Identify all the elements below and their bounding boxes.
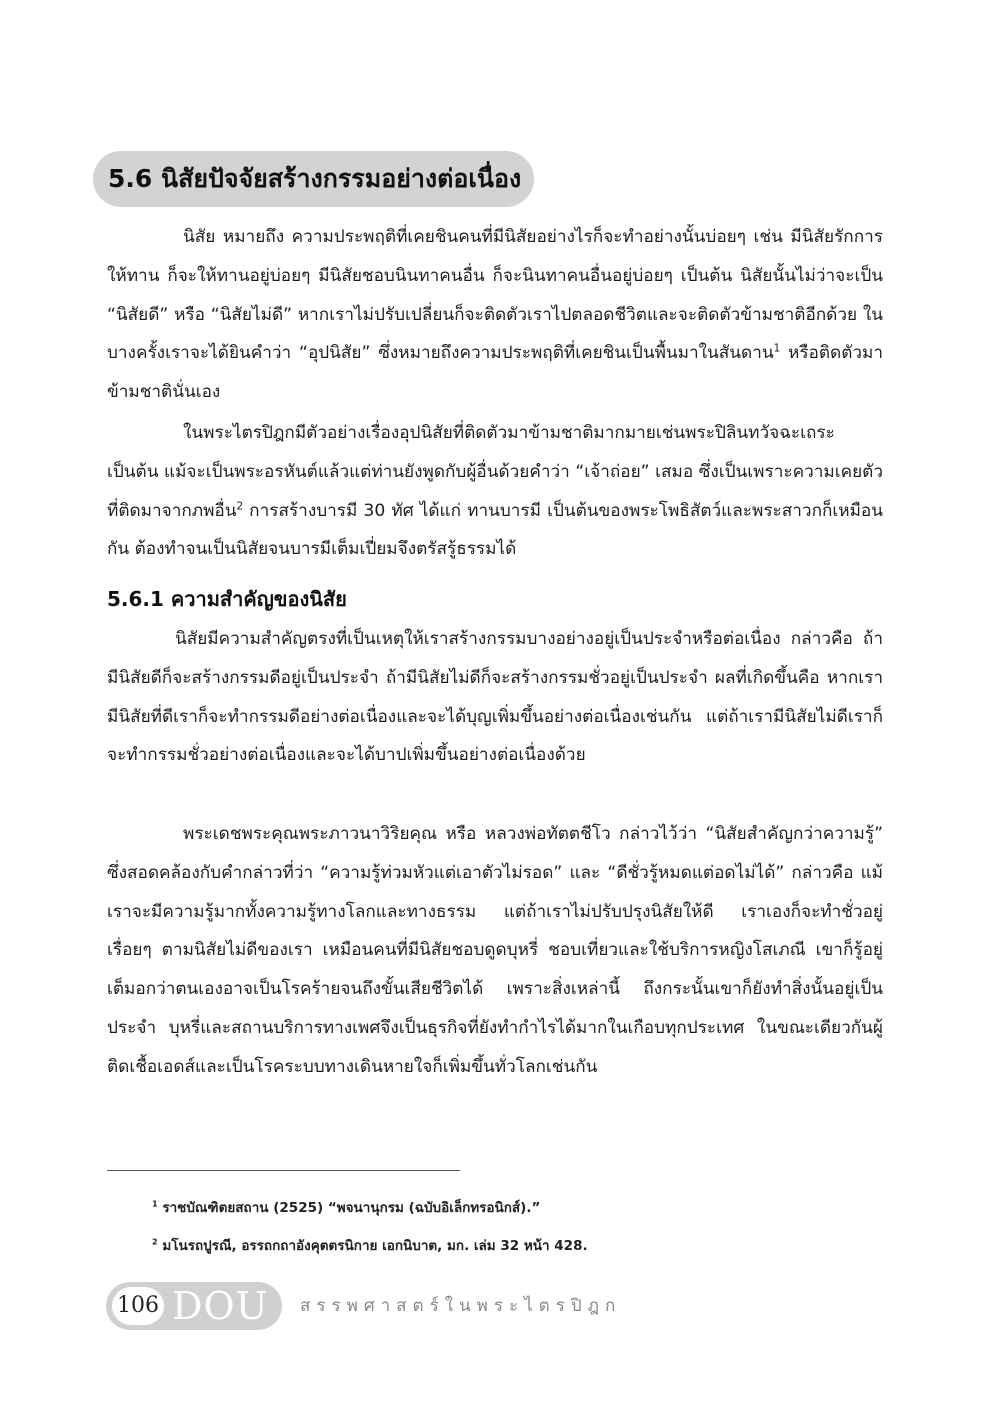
footnote-1 xyxy=(152,1198,540,1218)
book-title: สรรพศาสตร์ในพระไตรปิฎก xyxy=(300,1296,622,1316)
footnote-divider xyxy=(107,1170,460,1171)
paragraph-text: ในพระไตรปิฎกมีตัวอย่างเรื่องอุปนิสัยที่ติดตัวมาข้ามชาติมากมายเช่นพระปิลินทวัจฉะเถระ เป็นต้น แม้จะเป็นพระอรหันต์แล้วแต่ท่านยังพูดกับผู้อื่นด้วยคำว่า “เจ้าถ่อย” เสมอ ซึ่งเป็นเพราะความเคยตัวที่ติดมาจากภพอื่น xyxy=(107,423,883,521)
footnote-ref: 1 xyxy=(773,342,781,355)
footnote-number: 1 xyxy=(152,1198,158,1209)
paragraph-text: นิสัย หมายถึง ความประพฤติที่เคยชินคนที่มีนิสัยอย่างไรก็จะทำอย่างนั้นบ่อยๆ เช่น มีนิสัยรักการให้ทาน ก็จะให้ทานอยู่บ่อยๆ มีนิสัยชอบนินทาคนอื่น ก็จะนินทาคนอื่นอยู่บ่อยๆ เป็นต้น นิสัยนั้นไม่ว่าจะเป็น “นิสัยดี” หรือ “นิสัยไม่ดี” หากเราไม่ปรับเปลี่ยนก็จะติดตัวเราไปตลอดชีวิตและจะติดตัวข้ามชาติอีกด้วย ในบางครั้งเราจะได้ยินคำว่า “อุปนิสัย” ซึ่งหมายถึงความประพฤติที่เคยชินเป็นพื้นมาในสันดาน xyxy=(107,227,883,364)
paragraph-definition xyxy=(107,218,883,412)
footnote-text: ราชบัณฑิตยสถาน (2525) “พจนานุกรม (ฉบับอิเล็กทรอนิกส์).” xyxy=(157,1200,541,1216)
section-heading: 5.6 นิสัยปัจจัยสร้างกรรมอย่างต่อเนื่อง xyxy=(108,164,522,193)
footnote-2 xyxy=(152,1236,588,1256)
footnote-ref: 2 xyxy=(236,499,244,512)
subsection-heading: 5.6.1 ความสำคัญของนิสัย xyxy=(107,587,347,611)
paragraph-tipitaka-example xyxy=(107,414,883,569)
page-number: 106 xyxy=(112,1287,164,1325)
footnote-text: มโนรถปูรณี, อรรถกถาอังคุตตรนิกาย เอกนิบาต, มก. เล่ม 32 หน้า 428. xyxy=(157,1238,588,1254)
brand-logo-text: DOU xyxy=(172,1284,269,1328)
paragraph-habit-over-knowledge: พระเดชพระคุณพระภาวนาวิริยคุณ หรือ หลวงพ่อทัตตชีโว กล่าวไว้ว่า “นิสัยสำคัญกว่าความรู้” ซึ่งสอดคล้องกับคำกล่าวที่ว่า “ความรู้ท่วมหัวแต่เอาตัวไม่รอด” และ “ดีชั่วรู้หมดแต่อดไม่ได้” กล่าวคือ แม้เราจะมีความรู้มากทั้งความรู้ทางโลกและทางธรรม แต่ถ้าเราไม่ปรับปรุงนิสัยให้ดี เราเองก็จะทำชั่วอยู่เรื่อยๆ ตามนิสัยไม่ดีของเรา เหมือนคนที่มีนิสัยชอบดูดบุหรี่ ชอบเที่ยวและใช้บริการหญิงโสเภณี เขาก็รู้อยู่เต็มอกว่าตนเองอาจเป็นโรคร้ายจนถึงขั้นเสียชีวิตได้ เพราะสิ่งเหล่านี้ ถึงกระนั้นเขาก็ยังทำสิ่งนั้นอยู่เป็นประจำ บุหรี่และสถานบริการทางเพศจึงเป็นธุรกิจที่ยังทำกำไรได้มากในเกือบทุกประเทศ ในขณะเดียวกันผู้ติดเชื้อเอดส์และเป็นโรคระบบทางเดินหายใจก็เพิ่มขึ้นทั่วโลกเช่นกัน xyxy=(107,824,883,1077)
paragraph-importance: นิสัยมีความสำคัญตรงที่เป็นเหตุให้เราสร้างกรรมบางอย่างอยู่เป็นประจำหรือต่อเนื่อง กล่าวคือ ถ้ามีนิสัยดีก็จะสร้างกรรมดีอยู่เป็นประจำ ถ้ามีนิสัยไม่ดีก็จะสร้างกรรมชั่วอยู่เป็นประจำ ผลที่เกิดขึ้นคือ หากเรามีนิสัยที่ดีเราก็จะทำกรรมดีอย่างต่อเนื่องและจะได้บุญเพิ่มขึ้นอย่างต่อเนื่องเช่นกัน แต่ถ้าเรามีนิสัยไม่ดีเราก็จะทำกรรมชั่วอย่างต่อเนื่องและจะได้บาปเพิ่มขึ้นอย่างต่อเนื่องด้วย xyxy=(107,629,883,766)
footnote-number: 2 xyxy=(152,1236,158,1247)
paragraph-text: หรือติดตัวมาข้ามชาตินั่นเอง xyxy=(107,343,883,403)
paragraph-text: การสร้างบารมี 30 ทัศ ได้แก่ ทานบารมี เป็นต้นของพระโพธิสัตว์และพระสาวกก็เหมือนกัน ต้องทำจนเป็นนิสัยจนบารมีเต็มเปี่ยมจึงตรัสรู้ธรรมได้ xyxy=(107,500,883,560)
